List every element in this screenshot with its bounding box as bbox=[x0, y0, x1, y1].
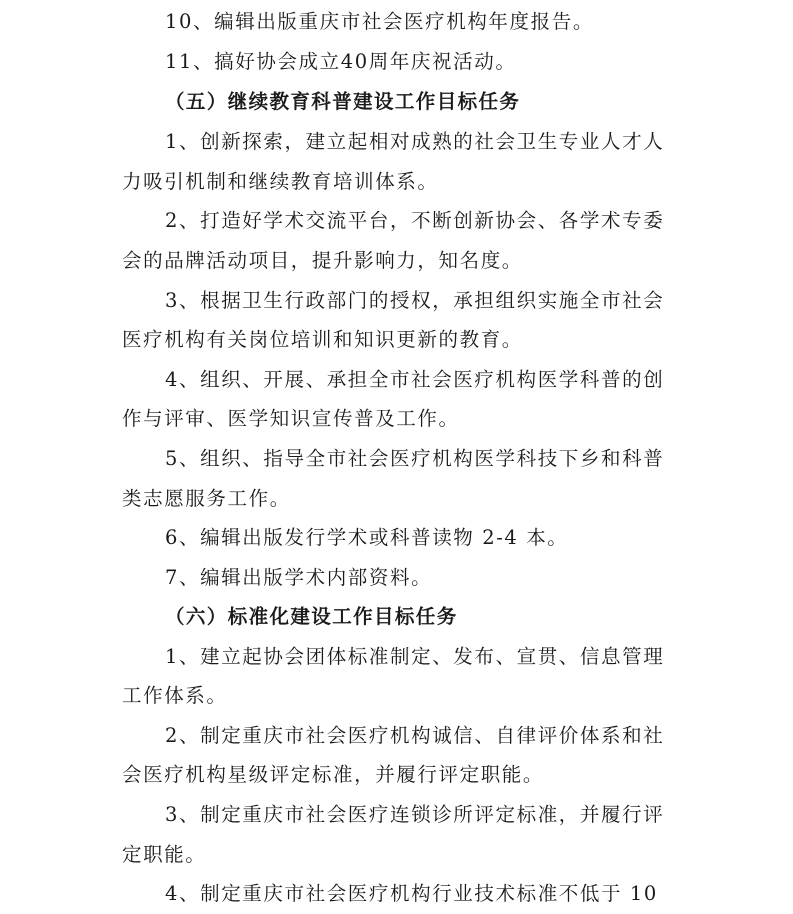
paragraph-line: 类志愿服务工作。 bbox=[122, 487, 291, 510]
paragraph-line: 作与评审、医学知识宣传普及工作。 bbox=[122, 407, 460, 430]
paragraph-line: 会的品牌活动项目，提升影响力，知名度。 bbox=[122, 249, 523, 272]
item-10-line: 10、编辑出版重庆市社会医疗机构年度报告。 bbox=[165, 10, 594, 33]
paragraph-line: 4、制定重庆市社会医疗机构行业技术标准不低于 10 bbox=[165, 882, 658, 905]
item-11-line: 11、搞好协会成立40周年庆祝活动。 bbox=[165, 50, 517, 73]
paragraph-line: 工作体系。 bbox=[122, 684, 228, 707]
paragraph-line: 3、根据卫生行政部门的授权，承担组织实施全市社会 bbox=[165, 289, 665, 312]
paragraph-line: 2、制定重庆市社会医疗机构诚信、自律评价体系和社 bbox=[165, 724, 665, 747]
paragraph-line: 医疗机构有关岗位培训和知识更新的教育。 bbox=[122, 328, 523, 351]
paragraph-line: 6、编辑出版发行学术或科普读物 2-4 本。 bbox=[165, 526, 569, 549]
section-heading-6: （六）标准化建设工作目标任务 bbox=[165, 605, 458, 628]
paragraph-line: 1、建立起协会团体标准制定、发布、宣贯、信息管理 bbox=[165, 645, 665, 668]
paragraph-line: 4、组织、开展、承担全市社会医疗机构医学科普的创 bbox=[165, 368, 665, 391]
paragraph-line: 5、组织、指导全市社会医疗机构医学科技下乡和科普 bbox=[165, 447, 665, 470]
paragraph-line: 会医疗机构星级评定标准，并履行评定职能。 bbox=[122, 763, 545, 786]
section-heading-5: （五）继续教育科普建设工作目标任务 bbox=[165, 90, 521, 113]
paragraph-line: 定职能。 bbox=[122, 843, 207, 866]
paragraph-line: 3、制定重庆市社会医疗连锁诊所评定标准，并履行评 bbox=[165, 803, 665, 826]
paragraph-line: 力吸引机制和继续教育培训体系。 bbox=[122, 170, 439, 193]
paragraph-line: 1、创新探索，建立起相对成熟的社会卫生专业人才人 bbox=[165, 130, 665, 153]
paragraph-line: 2、打造好学术交流平台，不断创新协会、各学术专委 bbox=[165, 209, 665, 232]
paragraph-line: 7、编辑出版学术内部资料。 bbox=[165, 566, 433, 589]
